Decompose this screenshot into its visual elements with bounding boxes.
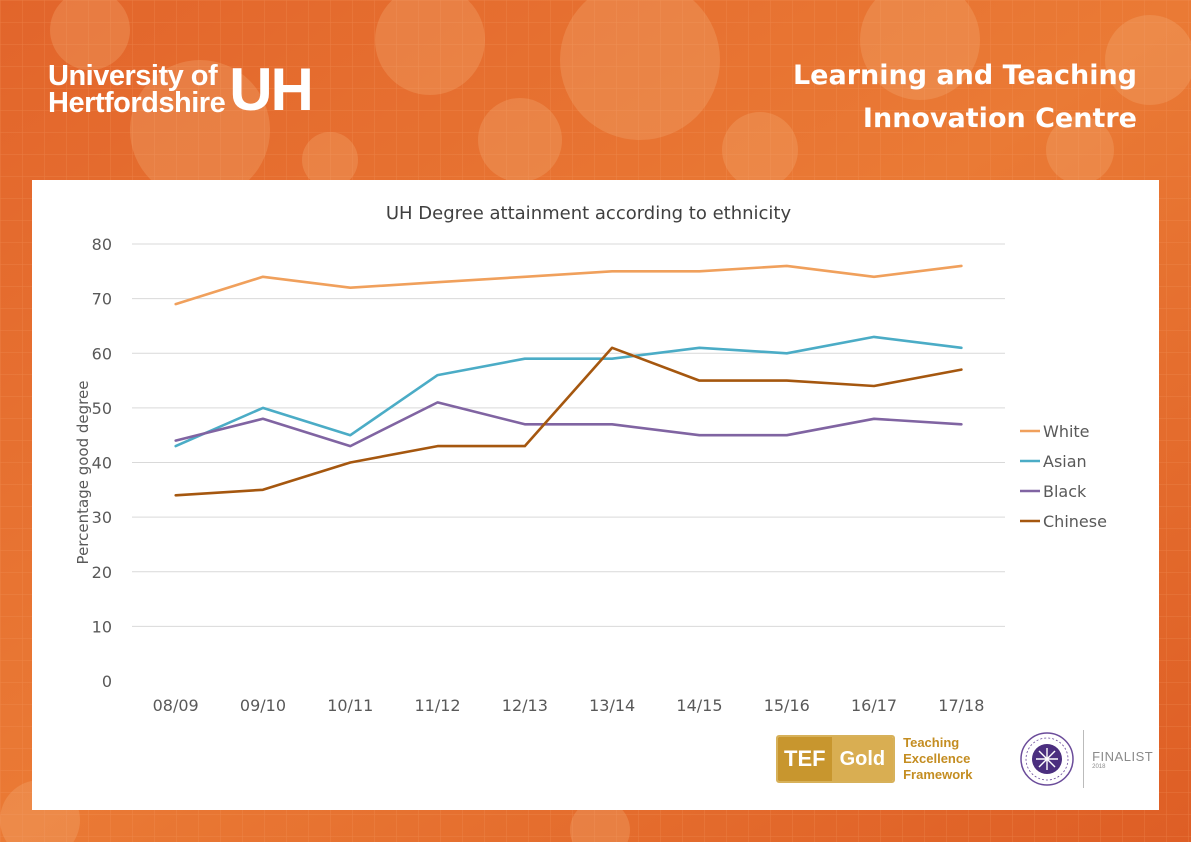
logo-line-1: University of (48, 60, 218, 92)
gtea-year-label: 2018 (1092, 763, 1106, 770)
tef-framework-text (903, 735, 991, 783)
line-chart (32, 180, 1159, 810)
y-tick-label: 60 (91, 344, 112, 364)
y-tick-label: 40 (91, 453, 112, 473)
y-tick-label: 50 (91, 398, 112, 418)
tef-word-1: Teaching (903, 735, 960, 750)
tef-gold-box (776, 735, 895, 783)
tef-word-3: Framework (903, 767, 973, 782)
x-tick-label: 11/12 (414, 696, 461, 715)
y-tick-label: 10 (91, 617, 112, 637)
x-tick-label: 09/10 (239, 696, 287, 715)
y-axis-label: Percentage good degree (74, 380, 92, 565)
y-tick-label: 30 (91, 508, 112, 528)
centre-title-line-2: Innovation Centre (862, 103, 1137, 134)
legend-label-black: Black (1043, 482, 1087, 501)
y-tick-label: 0 (101, 672, 112, 691)
x-tick-label: 14/15 (676, 696, 723, 715)
tef-gold-badge (776, 735, 991, 783)
gtea-finalist-label: FINALIST (1092, 748, 1154, 764)
gtea-text (1092, 749, 1153, 770)
legend-label-white: White (1043, 422, 1090, 441)
x-tick-label: 08/09 (152, 696, 199, 715)
award-badges (776, 730, 1153, 788)
logo-wordmark (48, 60, 226, 119)
university-logo (48, 56, 312, 123)
x-tick-label: 10/11 (327, 696, 374, 715)
legend-label-asian: Asian (1043, 452, 1087, 471)
x-tick-label: 17/18 (938, 696, 985, 715)
series-line-black (176, 402, 962, 446)
x-tick-label: 15/16 (763, 696, 810, 715)
gtea-divider (1083, 730, 1084, 788)
centre-title (793, 54, 1137, 140)
x-tick-label: 16/17 (850, 696, 898, 715)
tef-word-2: Excellence (903, 751, 971, 766)
y-tick-label: 80 (91, 235, 112, 254)
y-tick-label: 20 (91, 562, 112, 582)
legend-label-chinese: Chinese (1043, 512, 1107, 531)
logo-line-2: Hertfordshire (48, 87, 226, 119)
centre-title-line-1: Learning and Teaching (792, 60, 1137, 91)
series-line-chinese (176, 348, 962, 496)
logo-mark: UH (229, 56, 312, 123)
x-tick-label: 12/13 (501, 696, 548, 715)
gtea-finalist-badge (1019, 730, 1153, 788)
y-tick-label: 70 (91, 289, 112, 309)
x-tick-label: 13/14 (589, 696, 636, 715)
chart-title: UH Degree attainment according to ethnicity (385, 203, 792, 224)
chart-panel (32, 180, 1159, 810)
tef-label: TEF (778, 737, 832, 781)
gtea-seal-icon (1019, 731, 1075, 787)
tef-gold-label: Gold (832, 737, 894, 781)
